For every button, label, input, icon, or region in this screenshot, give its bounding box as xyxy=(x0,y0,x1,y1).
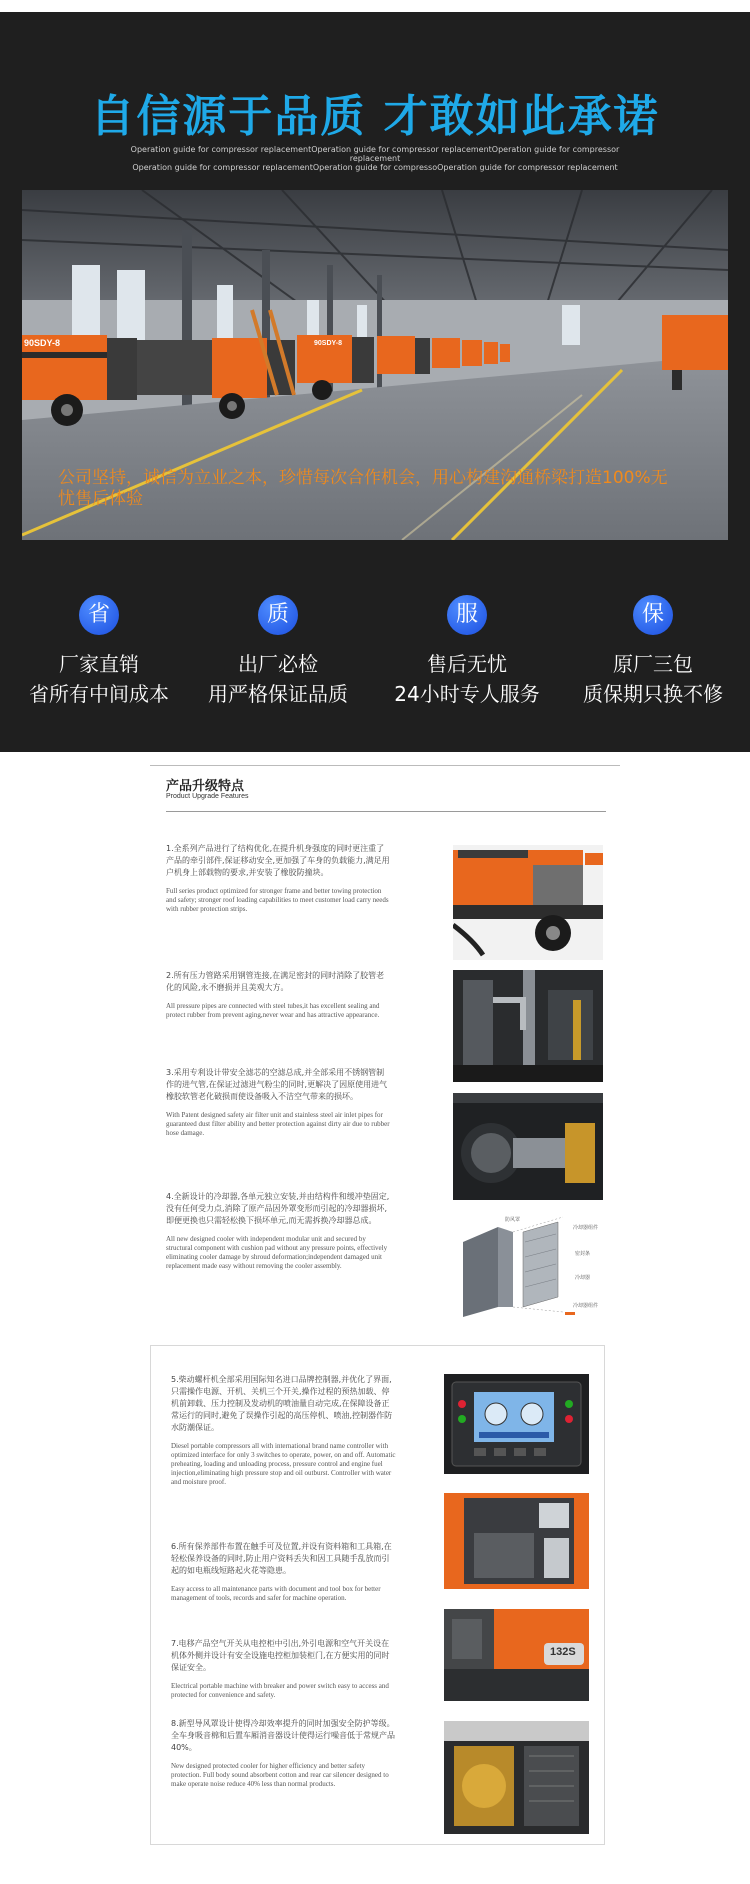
hero-subtitle-line1: Operation guide for compressor replacementOperation guide for compressor replacementOperation guide for compressor replacement xyxy=(130,145,620,163)
promise-title: 原厂三包 xyxy=(613,652,693,676)
cooler-fan-photo xyxy=(444,1721,589,1834)
machine-label-2: 90SDY-8 xyxy=(314,340,343,347)
promise-title: 厂家直销 xyxy=(59,652,139,676)
promise-detail: 用严格保证品质 xyxy=(208,682,348,706)
feature-en: All new designed cooler with independent modular unit and secured by structural component with cushion pad without any pressure points, effectively eliminating cooler damage by shroud deformation;independent damaged unit replacement made easy without removing the cooler assembly. xyxy=(166,1235,388,1270)
hero-subtitle xyxy=(110,145,640,172)
feature-cn: 3.采用专利设计带安全滤芯的空滤总成,并全部采用不锈钢管制作的进气管,在保证过滤进气粉尘的同时,更解决了因原使用进气橡胶软管老化破损而使设备吸入不洁空气带来的损坏。 xyxy=(166,1068,388,1101)
steel-pipe-photo xyxy=(453,970,603,1082)
feature-en: Full series product optimized for stronger frame and better towing protection and safety; stronger roof loading capabilities to meet customer load carry needs with rubber protection strips. xyxy=(166,887,389,913)
promise-item-warranty xyxy=(568,595,738,709)
cooler-callout-3: 密封条 xyxy=(575,1251,591,1257)
feature-en: Easy access to all maintenance parts with document and tool box for better management of tools, records and safer for machine operation. xyxy=(171,1585,381,1602)
feature-item xyxy=(166,1067,391,1138)
feature-cn: 8.新型导风罩设计使得冷却效率提升的同时加强安全防护等级。全车身吸音棉和后置车厢消音器设计使得运行噪音低于常规产品40%。 xyxy=(171,1719,395,1752)
cooler-callout-4: 冷却器 xyxy=(575,1275,591,1281)
feature-en: New designed protected cooler for higher efficiency and better safety protection. Full body sound absorbent cotton and rear car silencer designed to make operate noise reduce 40% less than normal products. xyxy=(171,1762,389,1788)
feature-en: With Patent designed safety air filter unit and stainless steel air inlet pipes for guaranteed dust filter ability and better protection against dirty air due to rubber hose damage. xyxy=(166,1111,390,1137)
model-plate: 132S xyxy=(550,1646,576,1658)
towing-chassis-photo xyxy=(453,845,603,960)
feature-item xyxy=(171,1374,396,1487)
maintenance-access-photo xyxy=(444,1493,589,1589)
feature-cn: 7.电移产品空气开关从电控柜中引出,外引电源和空气开关设在机体外侧并设计有安全设施电控柜加装柜门,在方便实用的同时保证安全。 xyxy=(171,1639,390,1672)
upgrade-features-page-1 xyxy=(150,765,620,1323)
feature-cn: 6.所有保养部件布置在触手可及位置,并设有资料箱和工具箱,在轻松保养设备的同时,防止用户资料丢失和因工具随手乱放而引起的如电瓶线短路起火花等隐患。 xyxy=(171,1542,392,1575)
feature-item xyxy=(166,970,391,1020)
hero-banner xyxy=(0,0,750,752)
quality-badge-icon: 质 xyxy=(258,595,298,635)
machine-label-1: 90SDY-8 xyxy=(24,338,61,348)
promise-detail: 质保期只换不修 xyxy=(583,682,723,706)
feature-item xyxy=(171,1718,396,1789)
promise-title: 出厂必检 xyxy=(238,652,318,676)
power-switch-photo xyxy=(444,1609,589,1701)
controller-panel-photo xyxy=(444,1374,589,1474)
upgrade-features-page-2 xyxy=(150,1345,605,1845)
page-top-rule xyxy=(150,765,620,766)
cooler-callout-2: 冷却器组件 xyxy=(573,1225,599,1231)
promise-item-service xyxy=(382,595,552,709)
section-subtitle: Product Upgrade Features xyxy=(166,793,249,800)
promise-detail: 省所有中间成本 xyxy=(29,682,169,706)
feature-item xyxy=(171,1638,396,1700)
feature-item xyxy=(166,843,391,914)
feature-en: All pressure pipes are connected with steel tubes,it has excellent sealing and protect rubber from prevent aging,never wear and has attractive appearance. xyxy=(166,1002,380,1019)
promise-detail: 24小时专人服务 xyxy=(394,682,540,706)
feature-en: Diesel portable compressors all with international brand name controller with optimized interface for only 3 switches to operate, power, on and off. Automatic preheating, loading and unloading process, pressure control and engine fuel injection,eliminating high pressure stop and oil outburst. Controller with water and moisture proof. xyxy=(171,1442,396,1486)
cooler-callout-1: 防风罩 xyxy=(505,1217,521,1223)
section-divider xyxy=(166,811,606,812)
section-title: 产品升级特点 xyxy=(166,779,245,794)
air-filter-photo xyxy=(453,1093,603,1200)
feature-item xyxy=(171,1541,396,1603)
promise-item-save xyxy=(14,595,184,709)
cooler-diagram xyxy=(453,1212,603,1322)
feature-cn: 2.所有压力管路采用钢管连接,在满足密封的同时消除了胶管老化的风险,永不磨损并且美观大方。 xyxy=(166,971,385,992)
cooler-callout-5: 冷却器组件 xyxy=(573,1303,599,1309)
hero-subtitle-line2: Operation guide for compressor replacementOperation guide for compressoOperation guide for compressor replacement xyxy=(132,163,618,172)
feature-cn: 1.全系列产品进行了结构优化,在提升机身强度的同时更注重了产品的牵引部件,保证移动安全,更加强了车身的负载能力,满足用户机身上部载物的要求,并安装了橡胶防撞块。 xyxy=(166,844,390,877)
promise-item-quality xyxy=(193,595,363,709)
hero-headline: 自信源于品质 才敢如此承诺 xyxy=(90,91,660,142)
promise-title: 售后无忧 xyxy=(427,652,507,676)
service-badge-icon: 服 xyxy=(447,595,487,635)
feature-item xyxy=(166,1191,391,1271)
feature-cn: 5.柴动螺杆机全部采用国际知名进口品牌控制器,并优化了界面,只需操作电源、开机、关机三个开关,操作过程的预热加载、停机前卸载、压力控制及发动机的喷油量自动完成,在保障设备正常运行的同时,避免了误操作引起的高压停机、喷油,控制器作防水防潮保证。 xyxy=(171,1375,393,1432)
photo-caption: 公司坚持，诚信为立业之本，珍惜每次合作机会，用心构建沟通桥梁打造100%无忧售后体验 xyxy=(58,468,668,509)
feature-cn: 4.全新设计的冷却器,各单元独立安装,并由结构件和缓冲垫固定,没有任何受力点,消除了原产品因外罩变形而引起的冷却器损坏,即便更换也只需轻松换下损坏单元,而无需拆换冷却器总成。 xyxy=(166,1192,390,1225)
save-badge-icon: 省 xyxy=(79,595,119,635)
feature-en: Electrical portable machine with breaker and power switch easy to access and protected for convenience and safety. xyxy=(171,1682,389,1699)
warranty-badge-icon: 保 xyxy=(633,595,673,635)
top-strip xyxy=(0,0,750,12)
